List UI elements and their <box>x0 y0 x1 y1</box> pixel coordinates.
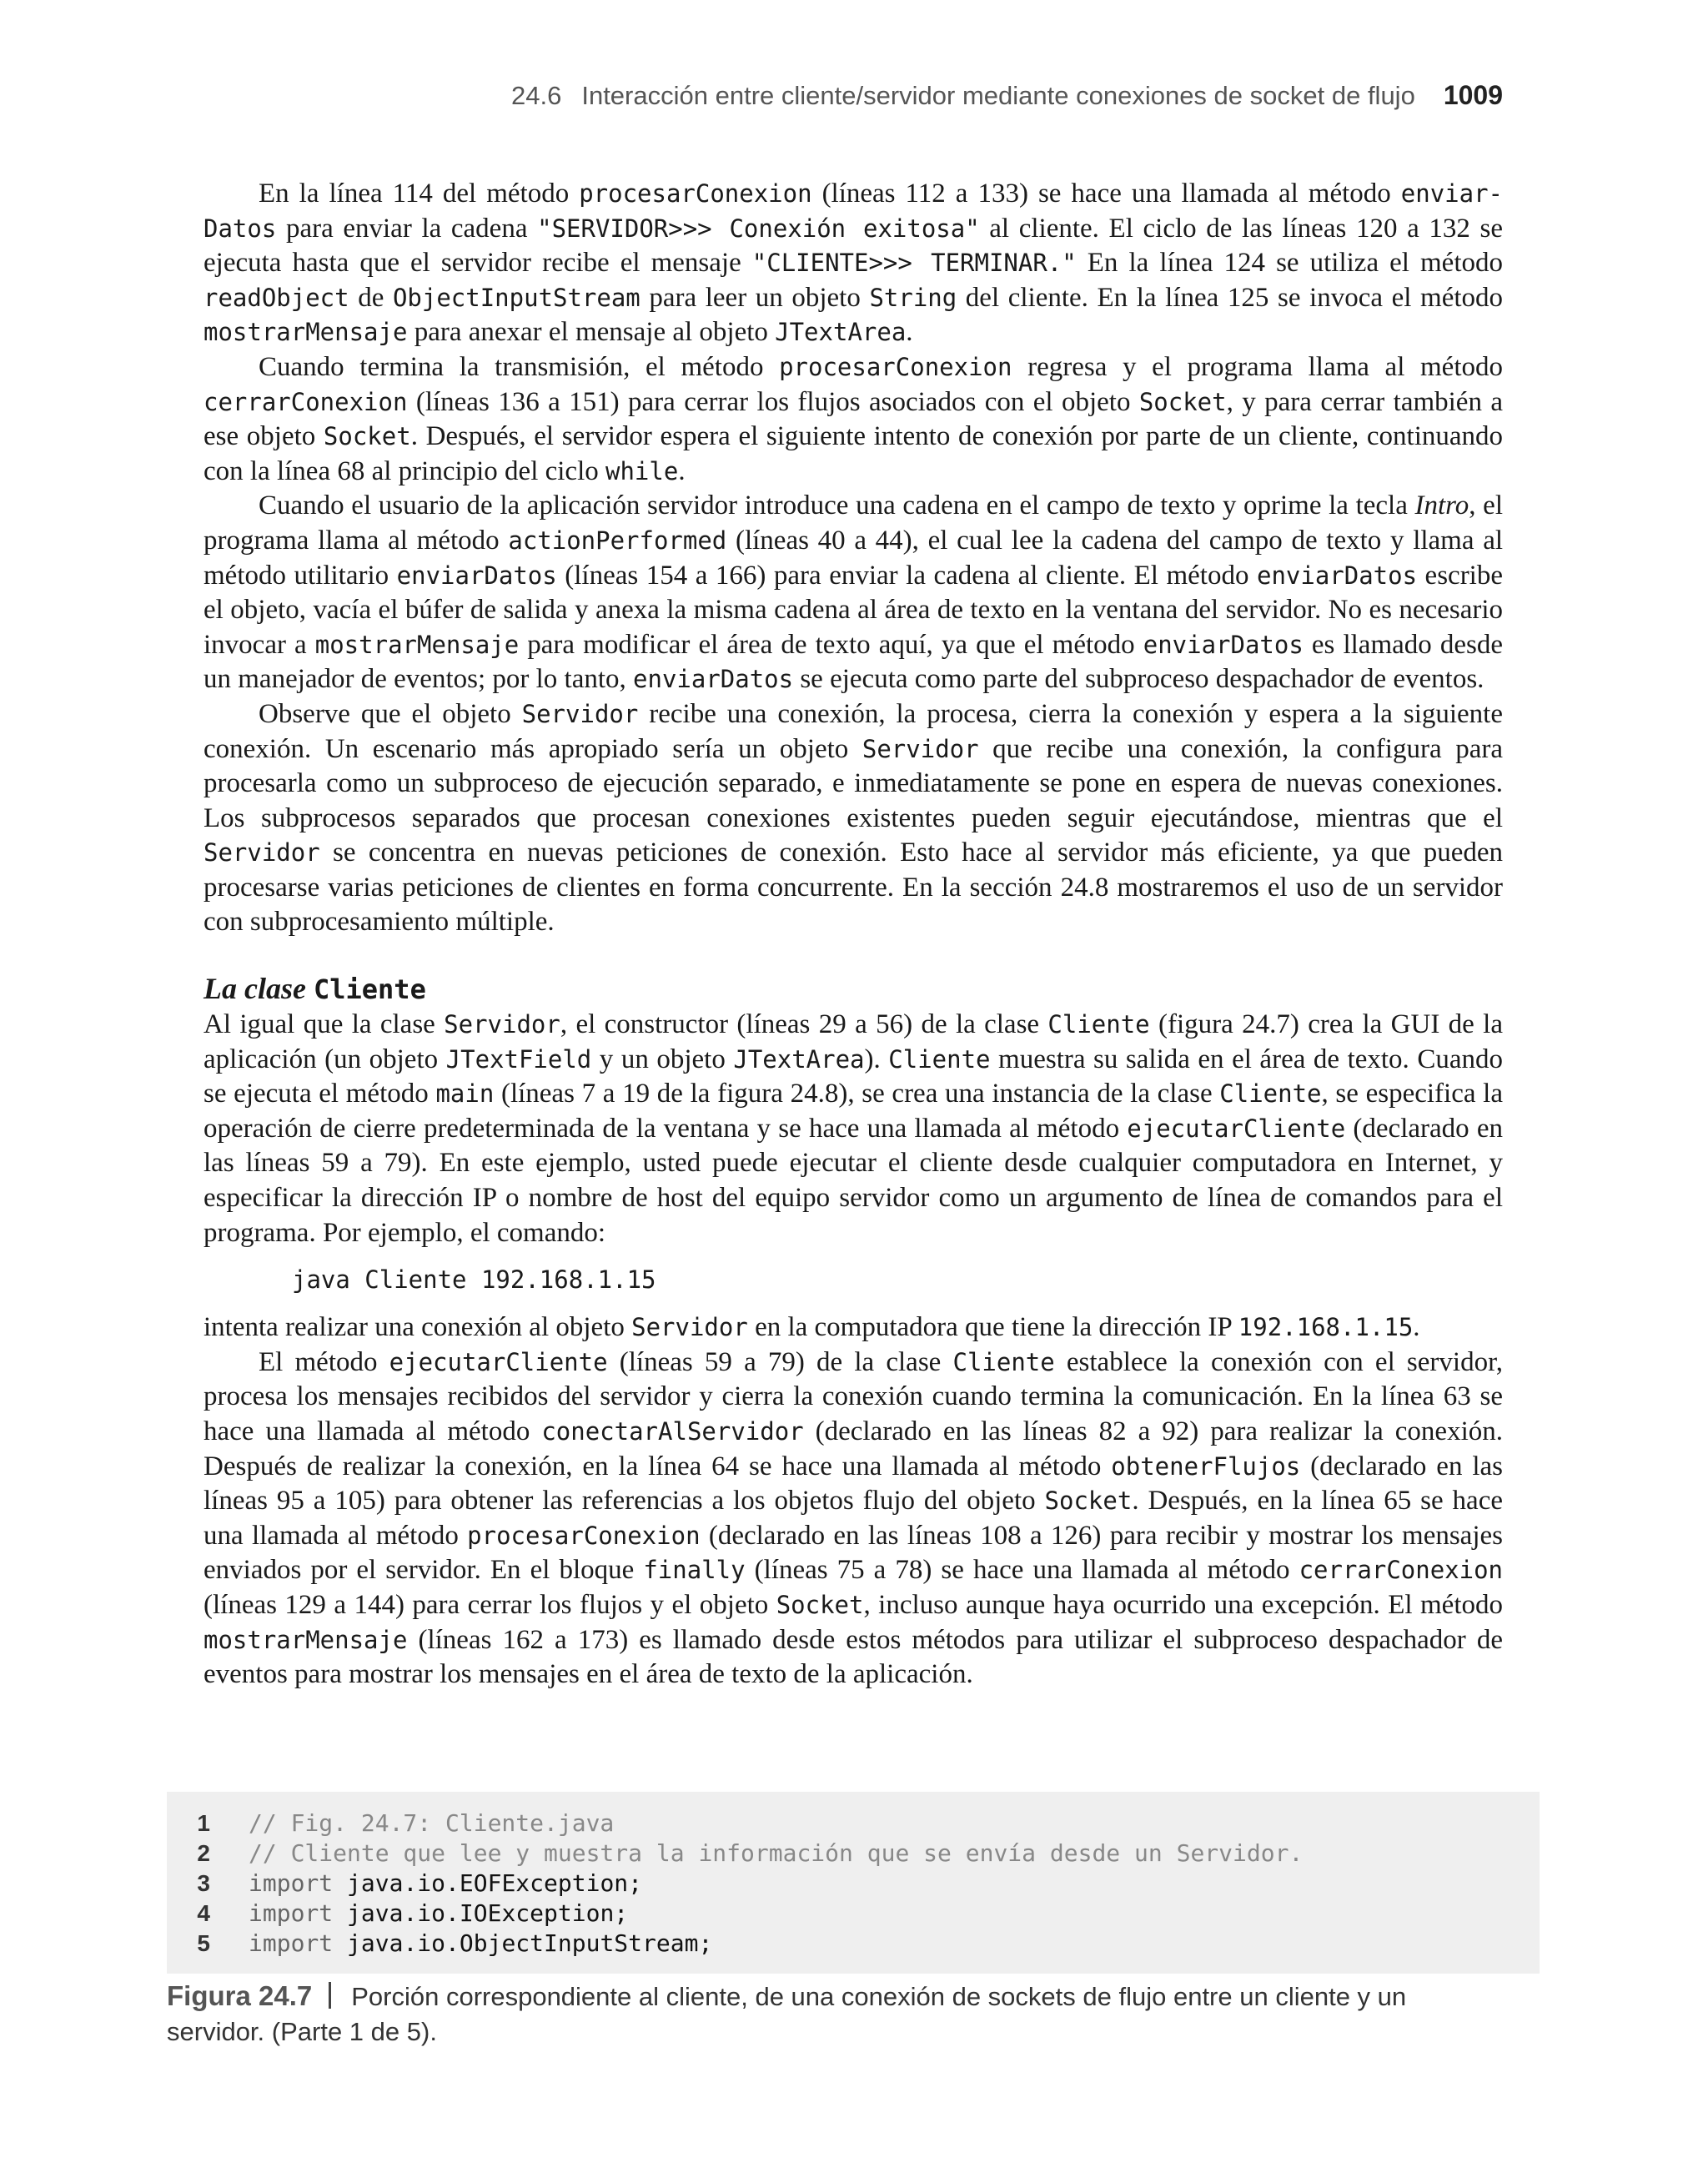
code-term: ObjectInputStream <box>392 283 640 312</box>
text-run: muestra su salida en el área de texto. Cuando se ejecuta el método <box>203 1044 1503 1109</box>
code-term: mostrarMensaje <box>314 630 520 659</box>
section-number: 24.6 <box>511 81 562 110</box>
text-run: recibe una conexión, la procesa, cierra la conexión y espera a la siguiente conexión. Un escenario más apropiado sería un objeto <box>203 698 1503 764</box>
line-number: 2 <box>197 1840 210 1866</box>
code-term: enviar-Datos <box>203 179 1503 243</box>
paragraph-2 <box>203 350 1503 489</box>
code-term: Cliente <box>1047 1010 1150 1039</box>
text-run: , el constructor (líneas 29 a 56) de la clase <box>560 1009 1048 1040</box>
text-run: para modificar el área de texto aquí, ya que el método <box>519 629 1143 660</box>
code-keyword: import <box>249 1899 348 1927</box>
code-term: Servidor <box>521 699 639 728</box>
code-term: cerrarConexion <box>203 387 408 416</box>
code-term: JTextArea <box>775 318 907 347</box>
code-term: JTextField <box>445 1044 592 1074</box>
code-term: Cliente <box>952 1347 1055 1376</box>
code-term: enviarDatos <box>396 561 557 590</box>
text-run: al cliente. El ciclo de las líneas 120 a 132 se ejecuta hasta que el servidor recibe el mensaje <box>203 213 1503 279</box>
code-term: Servidor <box>203 838 320 868</box>
text-run: que recibe una conexión, la configura para procesarla como un subproceso de ejecución separado, e inmediatamente se pone en espera de nuevas conexiones. Los subprocesos separados que procesan conexiones existentes pueden seguir ejecutándose, mientras que el <box>203 733 1503 833</box>
heading-text: La clase <box>203 972 314 1006</box>
code-term: while <box>605 456 679 485</box>
code-term: mostrarMensaje <box>203 318 408 347</box>
figure-label: Figura 24.7 <box>167 1980 313 2011</box>
code-term: Socket <box>323 422 411 451</box>
code-term: main <box>435 1079 495 1109</box>
code-term: actionPerformed <box>508 526 727 555</box>
text-run: (declarado en las líneas 108 a 126) para recibir y mostrar los mensajes enviados por el servidor. En el bloque <box>203 1520 1503 1586</box>
code-term: "SERVIDOR>>> Conexión exitosa" <box>537 214 980 243</box>
code-keyword: import <box>249 1929 348 1957</box>
code-term: String <box>869 283 957 312</box>
code-listing <box>167 1792 1540 1974</box>
code-term: conectarAlServidor <box>541 1417 804 1446</box>
line-number: 5 <box>197 1930 210 1956</box>
text-run: (declarado en las líneas 59 a 79). En este ejemplo, usted puede ejecutar el cliente desde cualquier computadora en Internet, y especificar la dirección IP o nombre de host del equipo servidor como un argumento de línea de comandos para el programa. Por ejemplo, el comando: <box>203 1113 1503 1248</box>
text-run: Observe que el objeto <box>259 698 522 729</box>
paragraph-6 <box>203 1310 1503 1346</box>
code-term: procesarConexion <box>579 179 812 208</box>
text-run: . Después, en la línea 65 se hace una llamada al método <box>203 1486 1504 1551</box>
code-term: obtenerFlujos <box>1111 1451 1301 1481</box>
text-run: . <box>1413 1312 1420 1343</box>
code-comment: // Fig. 24.7: Cliente.java <box>249 1809 615 1837</box>
text-run: para enviar la cadena <box>276 213 538 244</box>
text-run: escribe el objeto, vacía el búfer de salida y anexa la misma cadena al área de texto en la ventana del servidor. No es necesario invocar a <box>203 560 1504 660</box>
paragraph-5 <box>203 1008 1503 1250</box>
paragraph-1 <box>203 177 1503 350</box>
code-term: ejecutarCliente <box>389 1347 608 1376</box>
text-run: , el programa llama al método <box>203 490 1503 556</box>
code-text: java.io.IOException; <box>347 1899 629 1927</box>
code-line <box>167 1899 628 1929</box>
text-run: (líneas 136 a 151) para cerrar los flujos asociados con el objeto <box>407 386 1139 417</box>
code-term: 192.168.1.15 <box>1238 1313 1414 1342</box>
text-run: . Después, el servidor espera el siguiente intento de conexión por parte de un cliente, continuando con la línea 68 al principio del ciclo <box>203 421 1504 486</box>
text-run: del cliente. En la línea 125 se invoca el método <box>957 282 1504 313</box>
text-run: (líneas 7 a 19 de la figura 24.8), se crea una instancia de la clase <box>494 1079 1220 1109</box>
code-term: finally <box>643 1556 746 1585</box>
text-run: para leer un objeto <box>640 282 870 313</box>
text-run: (líneas 75 a 78) se hace una llamada al método <box>745 1555 1299 1586</box>
code-term: Servidor <box>444 1010 560 1039</box>
text-run: Cuando el usuario de la aplicación servidor introduce una cadena en el campo de texto y oprime la tecla <box>259 490 1415 521</box>
code-term: Socket <box>1138 387 1227 416</box>
text-run: para anexar el mensaje al objeto <box>407 317 776 348</box>
code-term: Socket <box>1044 1486 1133 1516</box>
text-run: es llamado desde un manejador de eventos; por lo tanto, <box>203 629 1503 695</box>
code-term: Cliente <box>888 1044 991 1074</box>
code-term: Servidor <box>631 1313 748 1342</box>
text-run: intenta realizar una conexión al objeto <box>203 1312 632 1343</box>
text-run: en la computadora que tiene la dirección IP <box>747 1312 1238 1343</box>
text-run: se concentra en nuevas peticiones de conexión. Esto hace al servidor más eficiente, ya que pueden procesarse varias peticiones de clientes en forma concurrente. En la sección 24.8 mostraremos el uso de un servidor con subprocesamiento múltiple. <box>203 837 1503 938</box>
text-run: . <box>678 455 686 486</box>
text-run: (declarado en las líneas 82 a 92) para realizar la conexión. Después de realizar la conexión, en la línea 64 se hace una llamada al método <box>203 1416 1503 1481</box>
code-term: enviarDatos <box>1143 630 1304 659</box>
text-run: de <box>349 282 393 313</box>
text-run: (líneas 162 a 173) es llamado desde estos métodos para utilizar el subproceso despachador de eventos para mostrar los mensajes en el área de texto de la aplicación. <box>203 1624 1503 1690</box>
text-run: , y para cerrar también a ese objeto <box>203 386 1503 452</box>
text-run: (líneas 154 a 166) para enviar la cadena al cliente. El método <box>556 560 1257 591</box>
paragraph-7 <box>203 1346 1503 1693</box>
code-term: procesarConexion <box>467 1521 701 1550</box>
text-run: (declarado en las líneas 95 a 105) para obtener las referencias a los objetos flujo del objeto <box>203 1451 1503 1517</box>
line-number: 3 <box>197 1870 210 1896</box>
code-keyword: import <box>249 1869 348 1897</box>
code-term: Socket <box>776 1590 864 1619</box>
section-title: Interacción entre cliente/servidor mediante conexiones de socket de flujo <box>581 81 1415 110</box>
text-run: En la línea 124 se utiliza el método <box>1076 248 1503 279</box>
code-term: mostrarMensaje <box>203 1625 408 1654</box>
code-text: java.io.EOFException; <box>347 1869 643 1897</box>
body-text <box>203 177 1503 1693</box>
line-number: 1 <box>197 1810 210 1836</box>
code-line <box>167 1808 614 1838</box>
code-text: java.io.ObjectInputStream; <box>347 1929 713 1957</box>
text-run: (líneas 59 a 79) de la clase <box>607 1346 953 1377</box>
code-term: Cliente <box>1219 1079 1322 1109</box>
text-run: (líneas 40 a 44), el cual lee la cadena del campo de texto y llama al método utilitario <box>203 525 1504 591</box>
text-run: (líneas 129 a 144) para cerrar los flujos y el objeto <box>203 1589 776 1620</box>
code-line <box>167 1838 1303 1869</box>
caption-text: Porción correspondiente al cliente, de una conexión de sockets de flujo entre un cliente y un servidor. (Parte 1 de 5). <box>167 1982 1407 2046</box>
code-line <box>167 1929 712 1959</box>
text-run: se ejecuta como parte del subproceso despachador de eventos. <box>793 664 1484 695</box>
figure-caption <box>167 1979 1510 2050</box>
text-run: ). <box>864 1044 889 1074</box>
text-run: Al igual que la clase <box>203 1009 445 1040</box>
text-run: , incluso aunque haya ocurrido una excepción. El método <box>863 1589 1503 1620</box>
code-term: JTextArea <box>733 1044 865 1074</box>
code-term: "CLIENTE>>> TERMINAR." <box>751 249 1077 278</box>
text-run: En la línea 114 del método <box>259 179 580 209</box>
heading-code: Cliente <box>313 973 426 1006</box>
code-term: enviarDatos <box>1256 561 1418 590</box>
running-header <box>0 80 1503 111</box>
text-run: (figura 24.7) crea la GUI de la aplicación (un objeto <box>203 1009 1503 1074</box>
code-term: cerrarConexion <box>1299 1556 1504 1585</box>
text-run: y un objeto <box>591 1044 734 1074</box>
page-number: 1009 <box>1443 80 1503 110</box>
code-comment: // Cliente que lee y muestra la información que se envía desde un Servidor. <box>249 1839 1304 1867</box>
paragraph-3 <box>203 489 1503 697</box>
text-run: regresa y el programa llama al método <box>1012 351 1503 382</box>
code-term: readObject <box>203 283 349 312</box>
text-run: Cuando termina la transmisión, el método <box>259 351 780 382</box>
code-term: enviarDatos <box>633 665 794 694</box>
code-line <box>167 1869 642 1899</box>
command-example: java Cliente 192.168.1.15 <box>292 1265 656 1295</box>
code-term: Servidor <box>862 734 979 763</box>
text-run: (líneas 112 a 133) se hace una llamada al método <box>811 179 1401 209</box>
text-run: El método <box>259 1346 389 1377</box>
text-run: . <box>906 317 913 348</box>
subsection-heading <box>203 970 1503 1008</box>
italic-term: Intro <box>1414 490 1469 521</box>
paragraph-4 <box>203 697 1503 940</box>
code-term: ejecutarCliente <box>1127 1114 1346 1143</box>
text-run: establece la conexión con el servidor, procesa los mensajes recibidos del servidor y cierra la conexión cuando termina la comunicación. En la línea 63 se hace una llamada al método <box>203 1346 1503 1446</box>
caption-separator <box>329 1982 331 2009</box>
code-term: procesarConexion <box>779 352 1012 381</box>
text-run: , se especifica la operación de cierre predeterminada de la ventana y se hace una llamada al método <box>203 1079 1503 1144</box>
line-number: 4 <box>197 1900 210 1926</box>
